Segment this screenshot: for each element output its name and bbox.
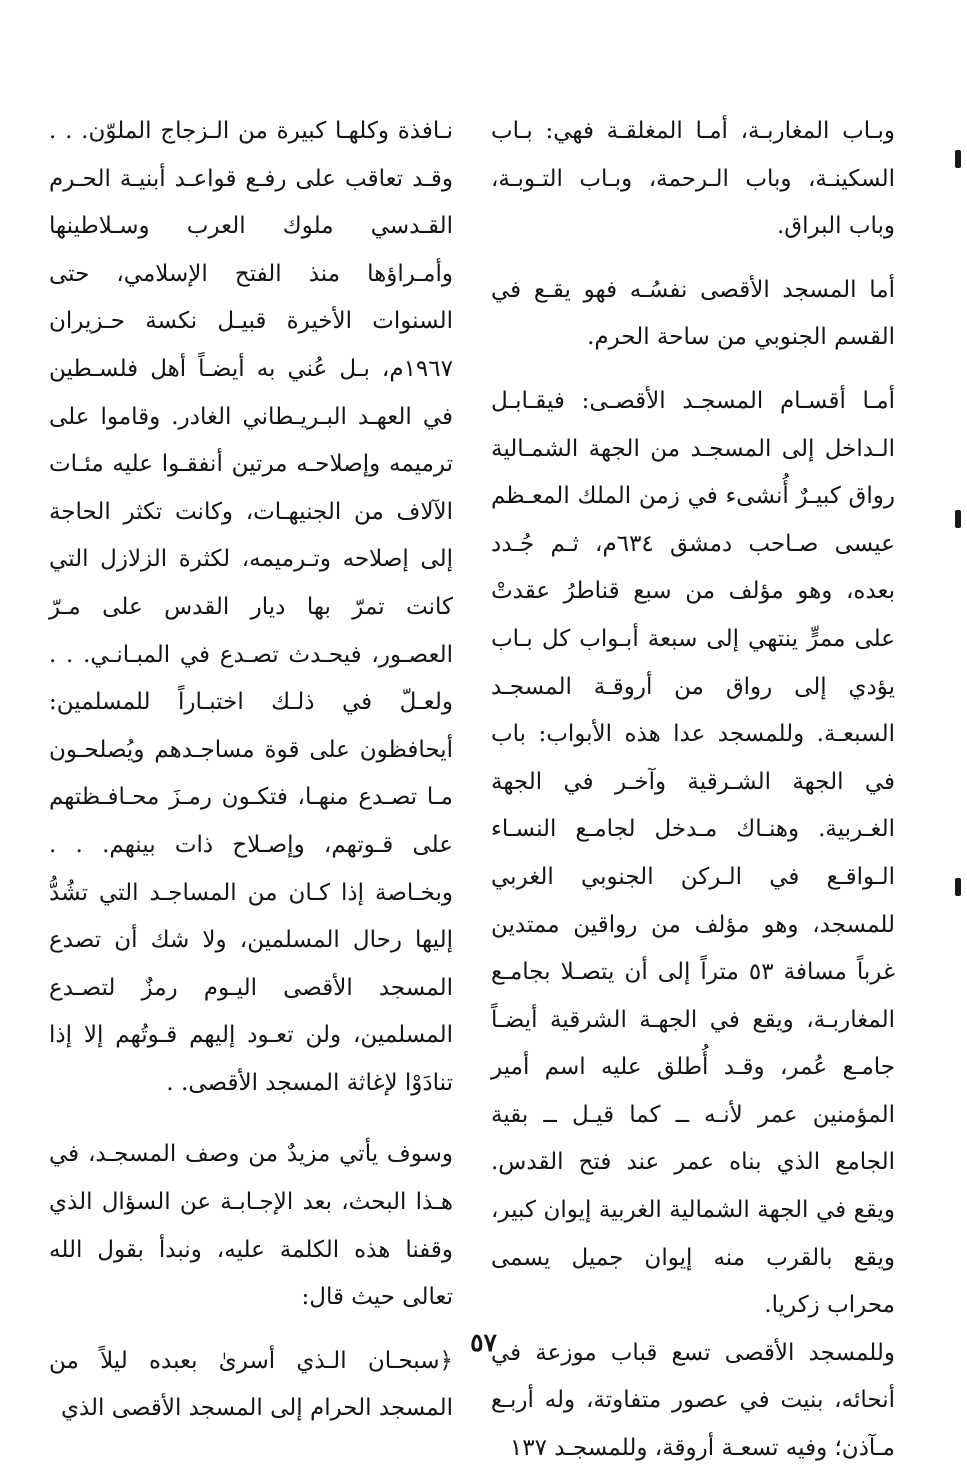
paragraph-mosque-location: أما المسجد الأقصى نفسُـه فهو يقـع في القسم الجنوبي من ساحة الحرم. [491,276,895,351]
margin-mark [955,878,961,896]
right-text-column [491,108,895,1473]
left-text-column [49,108,453,1433]
margin-mark [955,150,961,168]
paragraph-quran-verse: ﴿سبحـان الـذي أسرىٰ بعبده ليلاً من المسجد الحرام إلى المسجد الأقصى الذي [49,1347,453,1422]
paragraph-mosque-sections: أمـا أقسـام المسجـد الأقصـى: فيقـابـل الـداخل إلى المسجـد من الجهة الشمـالية رواق كبيـرٌ أُنشىء في زمن الملك المعـظم عيسى صـاحب دمشق ٦٣٤م، ثـم جُـدد بعده، وهو مؤلف من سبع قناطرُ عقدتْ على ممرٍّ ينتهي إلى سبعة أبـواب كل بـاب يؤدي إلى رواق من أروقـة المسجـد السبعـة. وللمسجد عدا هذه الأبواب: باب في الجهة الشـرقية وآخـر في الجهة الغـربية. وهنـاك مـدخل لجامـع النسـاء الـواقـع في الـركن الجنوبي الغربي للمسجد، وهو مؤلف من رواقين ممتدين غرباً مسافة ٥٣ متراً إلى أن يتصـلا بجامـع المغاربـة، ويقع في الجهـة الشرقية أيضـاً جامـع عُمر، وقـد أُطلق عليه اسم أمير المؤمنين عمر لأنـه ــ كما قيـل ــ بقية الجامع الذي بناه عمر عند فتح القدس. ويقع في الجهة الشمالية الغربية إيوان كبير، ويقع بالقرب منه إيوان جميل يسمى محراب زكريا. [491,387,895,1319]
margin-mark [955,510,961,528]
paragraph-gates: وبـاب المغاربـة، أمـا المغلقـة فهي: بـاب السكينـة، وباب الـرحمة، وبـاب التـوبـة، وباب البراق. [491,118,895,240]
paragraph-windows-history: نـافذة وكلهـا كبيرة من الـزجاج الملوّن. . . وقـد تعاقب على رفـع قواعـد أبنيـة الحـرم القـدسي ملوك العرب وسـلاطينها وأمـراؤها منذ الفتح الإسلامي، حتى السنوات الأخيرة قبيـل نكسة حـزيران ١٩٦٧م، بـل عُني به أيضـاً أهل فلسـطين في العهـد البـريـطاني الغادر. وقاموا على ترميمه وإصلاحـه مرتين أنفقـوا عليه مئـات الآلاف من الجنيهـات، وكانت تكثر الحاجة إلى إصلاحه وتـرميمه، لكثرة الزلازل التي كانت تمرّ بها ديار القدس على مـرّ العصـور، فيحـدث تصـدع في المبـانـي. . . ولعـلّ في ذلـك اختبـاراً للمسلمين: أيحافظون على قوة مساجـدهم ويُصلحـون مـا تصـدع منهـا، فتكـون رمـزَ محـافـظتهم على قـوتهم، وإصـلاح ذات بينهم. . . وبخـاصة إذا كـان من المساجـد التي تشُدُّ إليها رحال المسلمين، ولا شك أن تصدع المسجد الأقصى اليـوم رمزٌ لتصـدع المسلمين، ولن تعـود إليهم قـوتُهم إلا إذا تنادَوْا لإغاثة المسجد الأقصى. . [49,118,453,1096]
paragraph-further-description: وسوف يأتي مزيدٌ من وصف المسجـد، في هـذا البحث، بعد الإجـابـة عن السؤال الذي وقفنا هذه الكلمة عليه، ونبدأ بقول الله تعالى حيث قال: [49,1141,453,1311]
paragraph-domes: وللمسجد الأقصى تسع قباب موزعة في أنحائه، بنيت في عصور متفاوتة، وله أربـع مـآذن؛ وفيه تسعـة أروقة، وللمسجـد ١٣٧ [491,1339,895,1462]
page-number: ٥٧ [470,1328,497,1357]
